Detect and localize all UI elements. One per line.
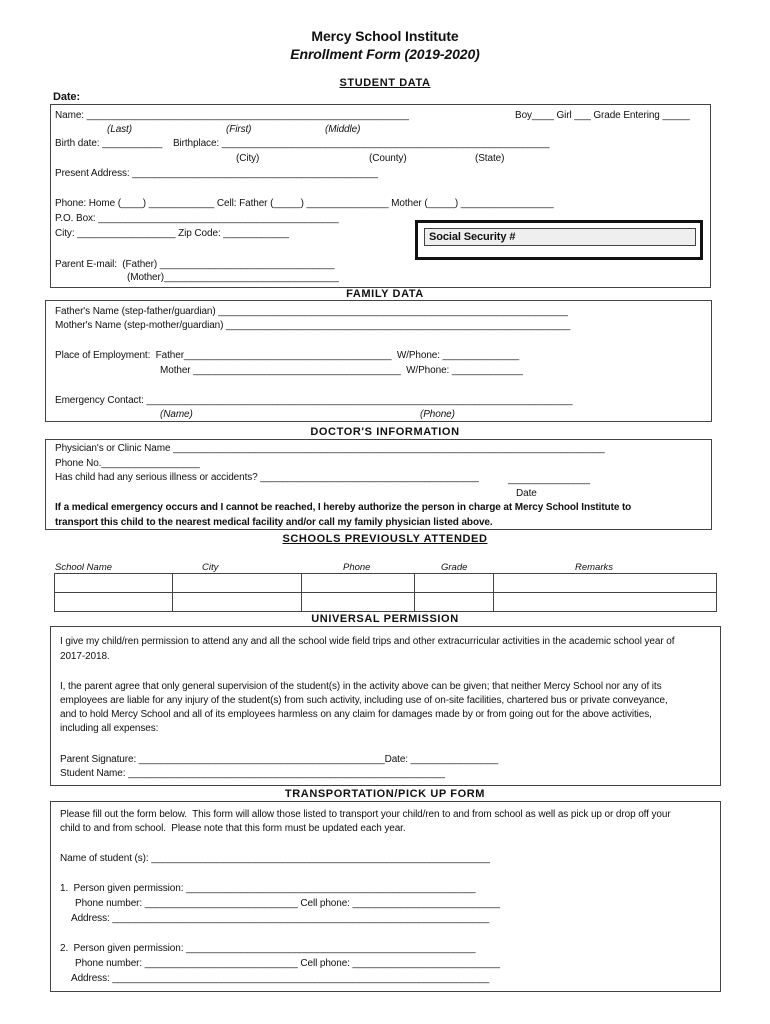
last-caption: (Last) [107, 124, 132, 135]
parent-signature-field[interactable]: Parent Signature: _____________________________________________Date: ________________ [60, 754, 499, 765]
col-grade: Grade [441, 562, 468, 573]
person-2-field[interactable]: 2. Person given permission: _____________________________________________________ [60, 943, 476, 954]
city-zip-field[interactable]: City: __________________ Zip Code: ____________ [55, 228, 289, 239]
permission-para-1-line-1: I give my child/ren permission to attend any and all the school wide field trips and other extracurricular activities in the academic school year of [60, 636, 675, 647]
ssn-label: Social Security # [429, 231, 516, 243]
table-col-divider [301, 573, 302, 612]
col-city: City [202, 562, 219, 573]
form-title: Enrollment Form (2019-2020) [290, 46, 480, 62]
mother-name-field[interactable]: Mother's Name (step-mother/guardian) _______________________________________________________________ [55, 320, 571, 331]
first-caption: (First) [226, 124, 252, 135]
col-phone: Phone [343, 562, 371, 573]
person-1-phone-field[interactable]: Phone number: ____________________________ Cell phone: ___________________________ [75, 898, 500, 909]
student-name-field[interactable]: Name: ___________________________________________________________ [55, 110, 409, 121]
father-employment-field[interactable]: Place of Employment: Father______________________________________ W/Phone: ______________ [55, 350, 520, 361]
mother-email-field[interactable]: (Mother)________________________________ [127, 272, 339, 283]
gender-grade-field[interactable]: Boy____ Girl ___ Grade Entering _____ [515, 110, 690, 121]
transport-intro-2: child to and from school. Please note that this form must be updated each year. [60, 823, 406, 834]
state-caption: (State) [475, 153, 505, 164]
illness-field[interactable]: Has child had any serious illness or accidents? ________________________________________ [55, 472, 479, 483]
permission-heading: UNIVERSAL PERMISSION [311, 613, 459, 625]
phone-field[interactable]: Phone: Home (____) ____________ Cell: Father (_____) _______________ Mother (_____) _________________ [55, 198, 554, 209]
doctor-heading: DOCTOR'S INFORMATION [310, 426, 460, 438]
transport-intro-1: Please fill out the form below. This form will allow those listed to transport your child/ren to and from school as well as pick up or drop off your [60, 809, 671, 820]
col-remarks: Remarks [575, 562, 614, 573]
student-name-signature-field[interactable]: Student Name: __________________________________________________________ [60, 768, 445, 779]
father-name-field[interactable]: Father's Name (step-father/guardian) ________________________________________________________________ [55, 306, 568, 317]
phone-caption: (Phone) [420, 409, 455, 420]
permission-para-2-line-4: including all expenses: [60, 723, 159, 734]
table-col-divider [414, 573, 415, 612]
physician-field[interactable]: Physician's or Clinic Name _______________________________________________________________________________ [55, 443, 605, 454]
mother-employment-field[interactable]: Mother ______________________________________ W/Phone: _____________ [160, 365, 523, 376]
student-names-field[interactable]: Name of student (s): ______________________________________________________________ [60, 853, 490, 864]
col-school-name: School Name [55, 562, 113, 573]
permission-para-2-line-1: I, the parent agree that only general supervision of the student(s) in the activity above can be given; that neither Mercy School nor any of its [60, 681, 662, 692]
doctor-phone-field[interactable]: Phone No.__________________ [55, 458, 200, 469]
family-data-heading: FAMILY DATA [346, 288, 424, 300]
person-2-phone-field[interactable]: Phone number: ____________________________ Cell phone: ___________________________ [75, 958, 500, 969]
present-address-field[interactable]: Present Address: _____________________________________________ [55, 168, 378, 179]
name-caption: (Name) [160, 409, 193, 420]
person-2-address-field[interactable]: Address: _____________________________________________________________________ [71, 973, 490, 984]
date-label: Date: [53, 91, 81, 103]
permission-para-2-line-3: and to hold Mercy School and all of its employees harmless on any claim for damages made by or from going out for the above activities, [60, 709, 652, 720]
authorization-line-1: If a medical emergency occurs and I cannot be reached, I hereby authorize the person in charge at Mercy School Institute to [55, 502, 632, 513]
date-caption: Date [516, 488, 537, 499]
table-col-divider [172, 573, 173, 612]
table-col-divider [493, 573, 494, 612]
table-cell[interactable] [55, 593, 172, 611]
schools-heading: SCHOOLS PREVIOUSLY ATTENDED [282, 533, 488, 545]
permission-para-2-line-2: employees are liable for any injury of the student(s) from such activity, including use of on-site facilities, chartered bus or private conveyance, [60, 695, 668, 706]
authorization-line-2: transport this child to the nearest medical facility and/or call my family physician listed above. [55, 517, 493, 528]
middle-caption: (Middle) [325, 124, 361, 135]
transport-heading: TRANSPORTATION/PICK UP FORM [284, 788, 486, 800]
emergency-contact-field[interactable]: Emergency Contact: ______________________________________________________________________________ [55, 395, 573, 406]
father-email-field[interactable]: Parent E-mail: (Father) ________________________________ [55, 259, 335, 270]
po-box-field[interactable]: P.O. Box: ____________________________________________ [55, 213, 339, 224]
permission-para-1-line-2: 2017-2018. [60, 651, 110, 662]
person-1-field[interactable]: 1. Person given permission: _____________________________________________________ [60, 883, 476, 894]
person-1-address-field[interactable]: Address: _____________________________________________________________________ [71, 913, 490, 924]
institute-title: Mercy School Institute [311, 28, 459, 44]
city-caption: (City) [236, 153, 260, 164]
birth-field[interactable]: Birth date: ___________ Birthplace: ____________________________________________________________ [55, 138, 550, 149]
illness-date-field[interactable]: _______________ [508, 474, 590, 485]
table-cell[interactable] [55, 574, 172, 592]
county-caption: (County) [369, 153, 407, 164]
student-data-heading: STUDENT DATA [339, 77, 431, 89]
